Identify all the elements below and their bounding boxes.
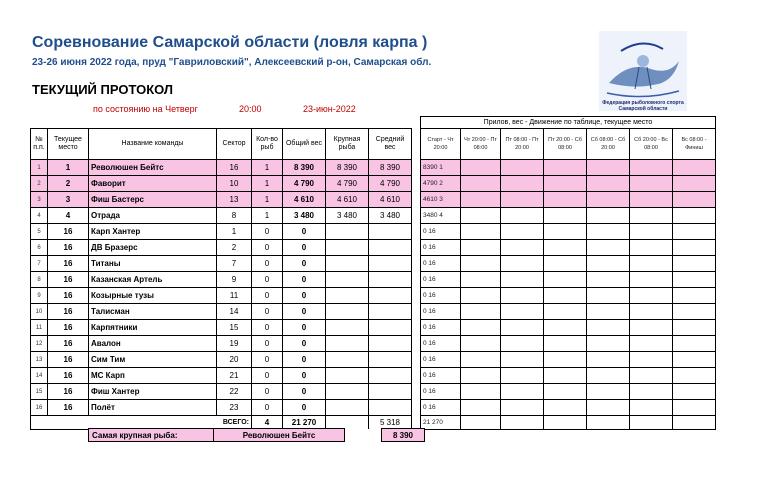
row-period-1: 4790 2	[421, 176, 461, 192]
row-team: МС Карп	[89, 368, 217, 384]
row-number: 1	[31, 160, 48, 176]
row-number: 11	[31, 320, 48, 336]
row-big	[326, 304, 369, 320]
row-period-empty	[673, 160, 716, 176]
row-number: 13	[31, 352, 48, 368]
row-place: 16	[48, 400, 89, 416]
row-period-empty	[501, 256, 544, 272]
row-big	[326, 288, 369, 304]
row-sector: 15	[217, 320, 252, 336]
row-team: Революшен Бейтс	[89, 160, 217, 176]
row-period-empty	[630, 288, 673, 304]
row-period-empty	[501, 208, 544, 224]
row-avg	[369, 256, 412, 272]
row-number: 16	[31, 400, 48, 416]
row-count: 0	[252, 256, 283, 272]
row-big	[326, 368, 369, 384]
row-team: Талисман	[89, 304, 217, 320]
row-period-empty	[461, 368, 501, 384]
row-place: 16	[48, 288, 89, 304]
row-period-empty	[544, 352, 587, 368]
row-count: 1	[252, 208, 283, 224]
row-total: 0	[283, 288, 326, 304]
row-count: 0	[252, 320, 283, 336]
row-number: 4	[31, 208, 48, 224]
logo-caption: Федерация рыболовного спорта Самарской области	[602, 100, 684, 112]
row-team: Карпятники	[89, 320, 217, 336]
row-period-empty	[544, 304, 587, 320]
row-period-empty	[587, 304, 630, 320]
row-period-empty	[461, 240, 501, 256]
row-period-empty	[461, 400, 501, 416]
page-title: Соревнование Самарской области (ловля карпа )	[32, 34, 428, 51]
row-period-empty	[544, 240, 587, 256]
row-period-empty	[587, 192, 630, 208]
col-header: Общий вес	[283, 129, 326, 160]
col-header: Средний вес	[369, 129, 412, 160]
row-number: 3	[31, 192, 48, 208]
col-header: Текущее место	[48, 129, 89, 160]
period-header: Чт 20:00 - Пт 08:00	[461, 129, 501, 160]
row-period-empty	[587, 352, 630, 368]
row-period-empty	[501, 304, 544, 320]
row-period-empty	[673, 384, 716, 400]
col-header: Крупная рыба	[326, 129, 369, 160]
row-period-empty	[630, 272, 673, 288]
row-period-empty	[587, 400, 630, 416]
row-number: 8	[31, 272, 48, 288]
row-team: Сим Тим	[89, 352, 217, 368]
row-period-empty	[587, 208, 630, 224]
total-count: 4	[252, 416, 283, 430]
row-period-1: 8390 1	[421, 160, 461, 176]
row-period-empty	[461, 192, 501, 208]
col-header: Кол-во рыб	[252, 129, 283, 160]
protocol-table	[30, 116, 716, 430]
row-count: 0	[252, 368, 283, 384]
row-number: 15	[31, 384, 48, 400]
row-period-empty	[630, 400, 673, 416]
table-row	[31, 240, 716, 256]
row-period-empty	[461, 320, 501, 336]
row-period-1: 0 16	[421, 304, 461, 320]
row-period-empty	[673, 400, 716, 416]
row-period-empty	[630, 368, 673, 384]
row-period-1: 0 16	[421, 272, 461, 288]
row-count: 0	[252, 272, 283, 288]
col-header: № п.п.	[31, 129, 48, 160]
row-total: 8 390	[283, 160, 326, 176]
row-period-empty	[461, 352, 501, 368]
row-period-1: 0 16	[421, 240, 461, 256]
row-place: 16	[48, 352, 89, 368]
row-team: Титаны	[89, 256, 217, 272]
row-avg: 8 390	[369, 160, 412, 176]
row-period-empty	[630, 224, 673, 240]
period-header: Сб 20:00 - Вс 08:00	[630, 129, 673, 160]
row-period-empty	[673, 208, 716, 224]
row-period-empty	[544, 368, 587, 384]
table-row	[31, 304, 716, 320]
row-period-empty	[544, 384, 587, 400]
row-period-empty	[630, 352, 673, 368]
row-sector: 14	[217, 304, 252, 320]
row-avg	[369, 400, 412, 416]
row-big	[326, 240, 369, 256]
row-period-empty	[630, 304, 673, 320]
row-period-empty	[673, 240, 716, 256]
row-team: ДВ Бразерс	[89, 240, 217, 256]
row-period-empty	[501, 400, 544, 416]
table-row	[31, 176, 716, 192]
row-place: 16	[48, 384, 89, 400]
row-avg	[369, 320, 412, 336]
row-period-empty	[501, 192, 544, 208]
federation-logo-icon	[599, 31, 687, 111]
row-sector: 13	[217, 192, 252, 208]
row-total: 0	[283, 336, 326, 352]
row-total: 0	[283, 304, 326, 320]
row-team: Козырные тузы	[89, 288, 217, 304]
status-date: 23-июн-2022	[303, 104, 356, 114]
row-period-1: 0 16	[421, 288, 461, 304]
row-sector: 2	[217, 240, 252, 256]
row-period-empty	[544, 288, 587, 304]
row-avg: 4 790	[369, 176, 412, 192]
row-period-empty	[501, 288, 544, 304]
total-period: 21 270	[421, 416, 461, 430]
table-row	[31, 320, 716, 336]
row-count: 0	[252, 224, 283, 240]
row-period-empty	[461, 160, 501, 176]
row-team: Полёт	[89, 400, 217, 416]
row-total: 0	[283, 256, 326, 272]
row-avg	[369, 272, 412, 288]
row-sector: 19	[217, 336, 252, 352]
row-period-1: 0 16	[421, 352, 461, 368]
row-period-empty	[461, 176, 501, 192]
row-place: 16	[48, 224, 89, 240]
row-place: 4	[48, 208, 89, 224]
row-team: Казанская Артель	[89, 272, 217, 288]
row-period-empty	[673, 336, 716, 352]
row-period-empty	[461, 336, 501, 352]
row-period-empty	[630, 208, 673, 224]
row-team: Фаворит	[89, 176, 217, 192]
row-sector: 9	[217, 272, 252, 288]
row-period-1: 0 16	[421, 336, 461, 352]
row-sector: 8	[217, 208, 252, 224]
row-sector: 7	[217, 256, 252, 272]
row-period-empty	[501, 160, 544, 176]
row-place: 16	[48, 304, 89, 320]
row-period-empty	[673, 288, 716, 304]
row-period-empty	[673, 192, 716, 208]
row-place: 1	[48, 160, 89, 176]
row-period-empty	[544, 320, 587, 336]
row-place: 16	[48, 320, 89, 336]
row-period-empty	[461, 256, 501, 272]
row-sector: 11	[217, 288, 252, 304]
row-period-1: 3480 4	[421, 208, 461, 224]
row-period-empty	[544, 336, 587, 352]
row-big	[326, 320, 369, 336]
row-period-empty	[501, 272, 544, 288]
row-avg	[369, 384, 412, 400]
total-avg: 5 318	[369, 416, 412, 430]
row-period-empty	[544, 160, 587, 176]
table-row	[31, 352, 716, 368]
row-period-1: 0 16	[421, 368, 461, 384]
row-total: 0	[283, 368, 326, 384]
row-big	[326, 352, 369, 368]
row-count: 0	[252, 336, 283, 352]
row-number: 2	[31, 176, 48, 192]
period-header: Вс 08:00 - Финиш	[673, 129, 716, 160]
row-avg	[369, 304, 412, 320]
row-period-empty	[673, 352, 716, 368]
biggest-fish-weight: 8 390	[382, 429, 425, 442]
row-total: 0	[283, 400, 326, 416]
row-place: 16	[48, 240, 89, 256]
row-period-1: 0 16	[421, 256, 461, 272]
row-period-1: 4610 3	[421, 192, 461, 208]
row-period-empty	[461, 224, 501, 240]
row-avg: 3 480	[369, 208, 412, 224]
biggest-fish-box	[88, 428, 425, 442]
table-row	[31, 288, 716, 304]
row-period-empty	[587, 384, 630, 400]
row-period-empty	[544, 208, 587, 224]
table-row	[31, 160, 716, 176]
row-total: 0	[283, 272, 326, 288]
period-header: Пт 20:00 - Сб 08:00	[544, 129, 587, 160]
row-number: 14	[31, 368, 48, 384]
row-period-empty	[587, 160, 630, 176]
row-total: 0	[283, 384, 326, 400]
table-row	[31, 272, 716, 288]
row-period-empty	[673, 176, 716, 192]
row-count: 1	[252, 160, 283, 176]
row-period-1: 0 16	[421, 384, 461, 400]
row-total: 3 480	[283, 208, 326, 224]
row-avg	[369, 352, 412, 368]
row-period-empty	[461, 384, 501, 400]
row-total: 0	[283, 240, 326, 256]
row-sector: 20	[217, 352, 252, 368]
row-period-empty	[673, 272, 716, 288]
row-sector: 16	[217, 160, 252, 176]
status-label: по состоянию на Четверг	[93, 104, 198, 114]
row-period-empty	[587, 240, 630, 256]
row-team: Авалон	[89, 336, 217, 352]
row-period-empty	[501, 240, 544, 256]
row-count: 0	[252, 400, 283, 416]
row-count: 1	[252, 176, 283, 192]
row-period-empty	[461, 288, 501, 304]
row-period-empty	[501, 336, 544, 352]
period-header: Сб 08:00 - Сб 20:00	[587, 129, 630, 160]
row-period-empty	[630, 256, 673, 272]
row-number: 10	[31, 304, 48, 320]
table-row	[31, 208, 716, 224]
total-weight: 21 270	[283, 416, 326, 430]
row-period-empty	[630, 384, 673, 400]
row-period-empty	[461, 208, 501, 224]
row-period-empty	[630, 336, 673, 352]
row-sector: 22	[217, 384, 252, 400]
row-count: 0	[252, 240, 283, 256]
row-period-empty	[587, 320, 630, 336]
row-big	[326, 384, 369, 400]
row-period-empty	[673, 320, 716, 336]
row-big: 4 610	[326, 192, 369, 208]
col-header: Название команды	[89, 129, 217, 160]
row-total: 0	[283, 224, 326, 240]
row-number: 9	[31, 288, 48, 304]
table-row	[31, 192, 716, 208]
row-big: 3 480	[326, 208, 369, 224]
row-period-empty	[630, 160, 673, 176]
row-period-empty	[501, 320, 544, 336]
row-count: 0	[252, 304, 283, 320]
row-big	[326, 256, 369, 272]
row-number: 7	[31, 256, 48, 272]
row-period-empty	[501, 224, 544, 240]
row-period-empty	[544, 224, 587, 240]
protocol-heading: ТЕКУЩИЙ ПРОТОКОЛ	[32, 82, 174, 97]
row-period-empty	[630, 240, 673, 256]
row-avg	[369, 368, 412, 384]
biggest-fish-team: Революшен Бейтс	[214, 429, 345, 442]
table-row	[31, 336, 716, 352]
row-period-1: 0 16	[421, 224, 461, 240]
row-avg: 4 610	[369, 192, 412, 208]
row-period-empty	[461, 304, 501, 320]
row-place: 16	[48, 272, 89, 288]
row-team: Отрада	[89, 208, 217, 224]
row-count: 0	[252, 384, 283, 400]
row-period-empty	[544, 176, 587, 192]
row-period-empty	[544, 256, 587, 272]
row-big: 4 790	[326, 176, 369, 192]
row-place: 2	[48, 176, 89, 192]
row-period-empty	[587, 256, 630, 272]
row-period-empty	[630, 176, 673, 192]
table-row	[31, 400, 716, 416]
row-place: 16	[48, 256, 89, 272]
row-number: 6	[31, 240, 48, 256]
row-big	[326, 272, 369, 288]
row-number: 5	[31, 224, 48, 240]
table-row	[31, 384, 716, 400]
row-number: 12	[31, 336, 48, 352]
row-period-empty	[587, 368, 630, 384]
row-period-empty	[630, 192, 673, 208]
row-sector: 10	[217, 176, 252, 192]
row-period-empty	[587, 176, 630, 192]
row-period-empty	[544, 272, 587, 288]
prilov-header: Прилов, вес - Движение по таблице, текущее место	[421, 117, 716, 129]
row-period-empty	[673, 304, 716, 320]
row-avg	[369, 288, 412, 304]
row-big: 8 390	[326, 160, 369, 176]
row-avg	[369, 336, 412, 352]
row-place: 16	[48, 336, 89, 352]
total-label: ВСЕГО:	[31, 416, 252, 430]
row-big	[326, 224, 369, 240]
row-sector: 23	[217, 400, 252, 416]
row-count: 0	[252, 288, 283, 304]
row-total: 0	[283, 320, 326, 336]
row-period-empty	[501, 176, 544, 192]
biggest-fish-label: Самая крупная рыба:	[89, 429, 214, 442]
table-row	[31, 368, 716, 384]
row-big	[326, 400, 369, 416]
row-place: 16	[48, 368, 89, 384]
row-period-empty	[501, 384, 544, 400]
row-total: 4 790	[283, 176, 326, 192]
table-row	[31, 224, 716, 240]
row-period-empty	[673, 224, 716, 240]
row-big	[326, 336, 369, 352]
row-period-empty	[501, 352, 544, 368]
row-team: Фиш Хантер	[89, 384, 217, 400]
row-sector: 21	[217, 368, 252, 384]
row-team: Фиш Бастерс	[89, 192, 217, 208]
col-header: Сектор	[217, 129, 252, 160]
row-period-empty	[544, 400, 587, 416]
row-period-empty	[501, 368, 544, 384]
row-period-empty	[587, 336, 630, 352]
row-period-empty	[587, 288, 630, 304]
row-total: 0	[283, 352, 326, 368]
row-period-empty	[673, 368, 716, 384]
row-period-1: 0 16	[421, 320, 461, 336]
row-period-empty	[461, 272, 501, 288]
row-period-empty	[544, 192, 587, 208]
row-team: Карп Хантер	[89, 224, 217, 240]
event-subtitle: 23-26 июня 2022 года, пруд "Гавриловский", Алексеевский р-он, Самарская обл.	[32, 57, 432, 68]
row-period-1: 0 16	[421, 400, 461, 416]
row-place: 3	[48, 192, 89, 208]
row-avg	[369, 224, 412, 240]
period-header: Пт 08:00 - Пт 20:00	[501, 129, 544, 160]
row-period-empty	[587, 272, 630, 288]
row-period-empty	[587, 224, 630, 240]
row-sector: 1	[217, 224, 252, 240]
period-header: Старт - Чт 20:00	[421, 129, 461, 160]
row-avg	[369, 240, 412, 256]
row-period-empty	[673, 256, 716, 272]
row-count: 0	[252, 352, 283, 368]
row-count: 1	[252, 192, 283, 208]
row-total: 4 610	[283, 192, 326, 208]
row-period-empty	[630, 320, 673, 336]
status-time: 20:00	[239, 104, 262, 114]
table-row	[31, 256, 716, 272]
